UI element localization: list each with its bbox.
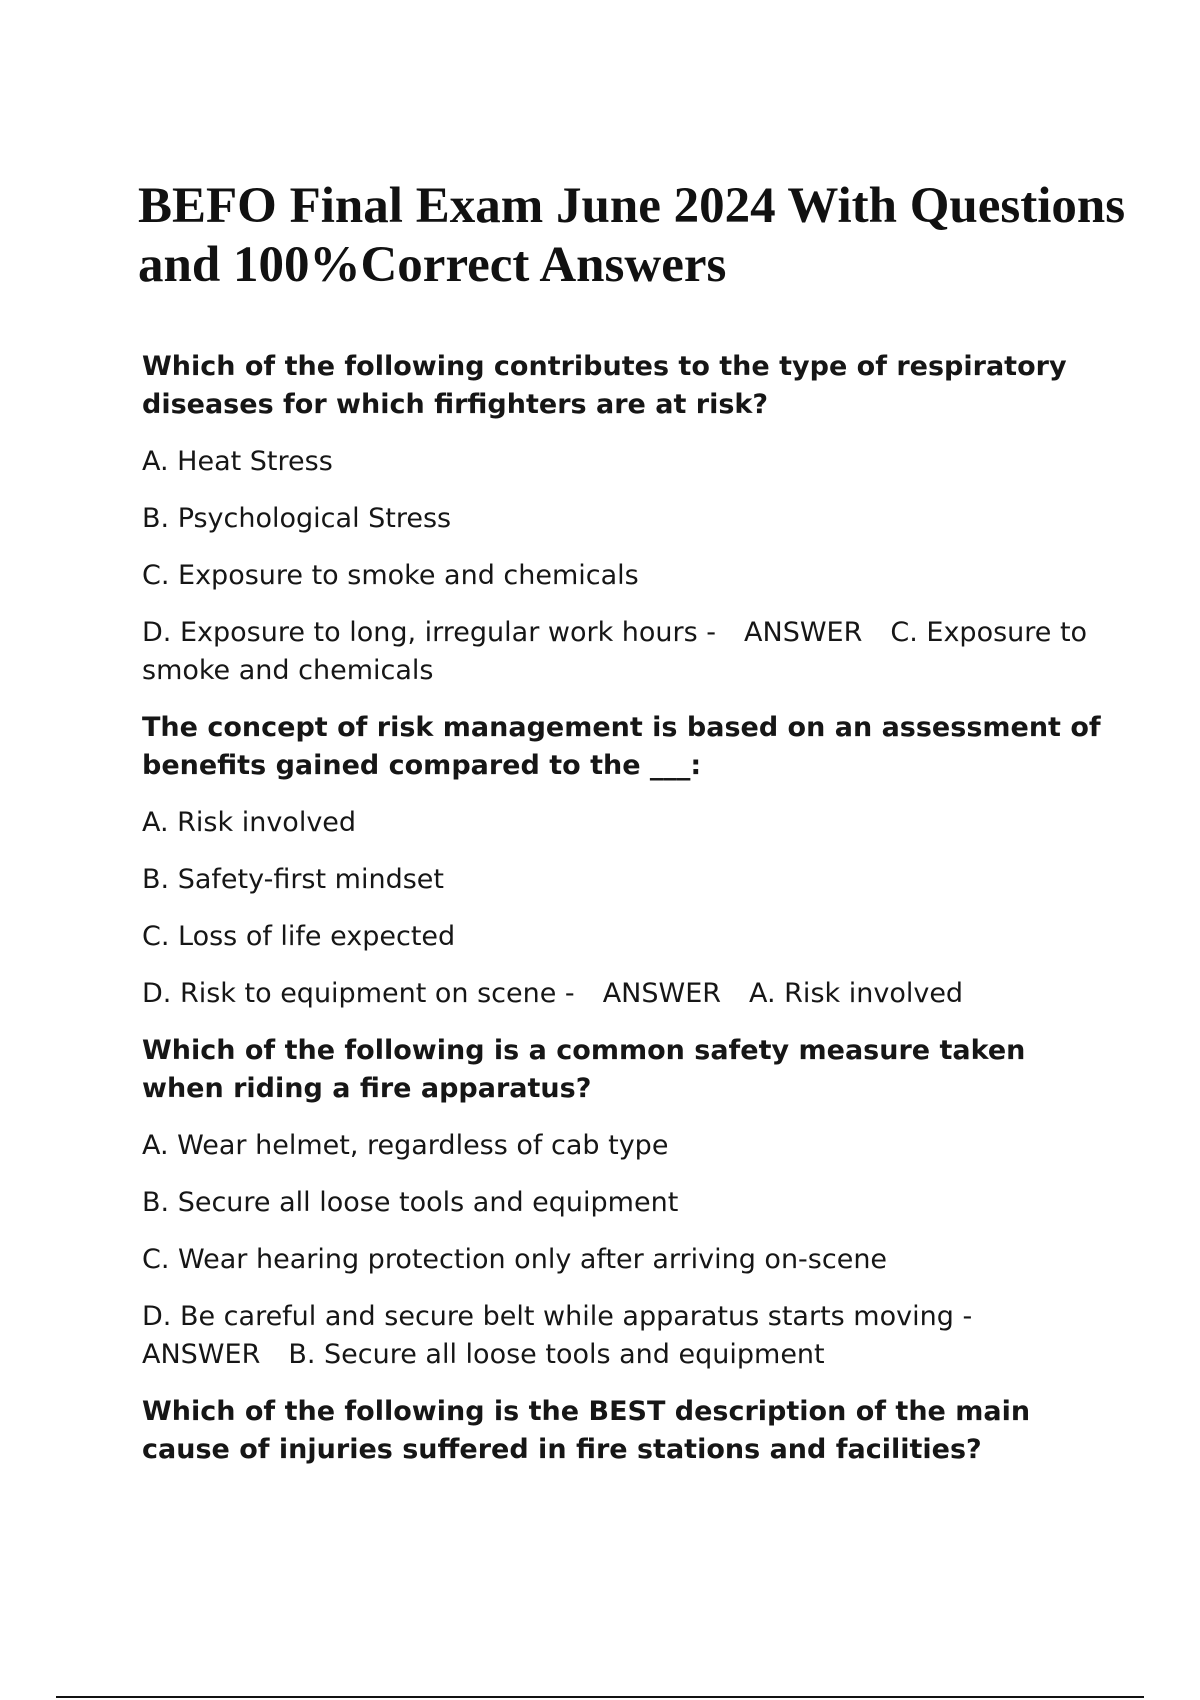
page-title: BEFO Final Exam June 2024 With Questions and 100%Correct Answers bbox=[138, 178, 1126, 293]
question-3-answer-label: ANSWER bbox=[142, 1339, 261, 1370]
question-3-option-c: C. Wear hearing protection only after arriving on-scene bbox=[142, 1244, 888, 1275]
question-1-option-b: B. Psychological Stress bbox=[142, 503, 452, 534]
question-3-text: Which of the following is a common safety measure taken when riding a fire apparatus? bbox=[142, 1035, 1026, 1104]
question-1-option-d: D. Exposure to long, irregular work hours - bbox=[142, 617, 717, 648]
question-1-text: Which of the following contributes to the type of respiratory diseases for which firfighters are at risk? bbox=[142, 351, 1067, 420]
question-1-option-a: A. Heat Stress bbox=[142, 446, 333, 477]
question-3-option-a: A. Wear helmet, regardless of cab type bbox=[142, 1130, 669, 1161]
question-2-text: The concept of risk management is based on an assessment of benefits gained compared to the ___: bbox=[142, 712, 1101, 781]
question-3-option-b: B. Secure all loose tools and equipment bbox=[142, 1187, 679, 1218]
page-bottom-divider bbox=[56, 1696, 1144, 1698]
question-2-answer-label: ANSWER bbox=[602, 978, 722, 1009]
question-2-option-d-with-answer bbox=[142, 975, 1102, 1013]
question-1-option-c: C. Exposure to smoke and chemicals bbox=[142, 560, 639, 591]
question-2-option-a: A. Risk involved bbox=[142, 807, 357, 838]
question-2-option-c: C. Loss of life expected bbox=[142, 921, 456, 952]
question-3-answer: B. Secure all loose tools and equipment bbox=[288, 1339, 825, 1370]
question-4-text: Which of the following is the BEST description of the main cause of injuries suffered in fire stations and facilities? bbox=[142, 1396, 1031, 1465]
question-2-option-b: B. Safety-first mindset bbox=[142, 864, 444, 895]
question-3-option-d-with-answer bbox=[142, 1298, 1102, 1374]
question-1-option-d-with-answer bbox=[142, 614, 1102, 690]
question-list bbox=[142, 348, 1102, 1488]
question-1-answer: C. Exposure to smoke and chemicals bbox=[142, 617, 1088, 686]
question-2-answer: A. Risk involved bbox=[749, 978, 964, 1009]
question-3-option-d: D. Be careful and secure belt while apparatus starts moving - bbox=[142, 1301, 973, 1332]
question-2-option-d: D. Risk to equipment on scene - bbox=[142, 978, 575, 1009]
question-1-answer-label: ANSWER bbox=[744, 617, 863, 648]
